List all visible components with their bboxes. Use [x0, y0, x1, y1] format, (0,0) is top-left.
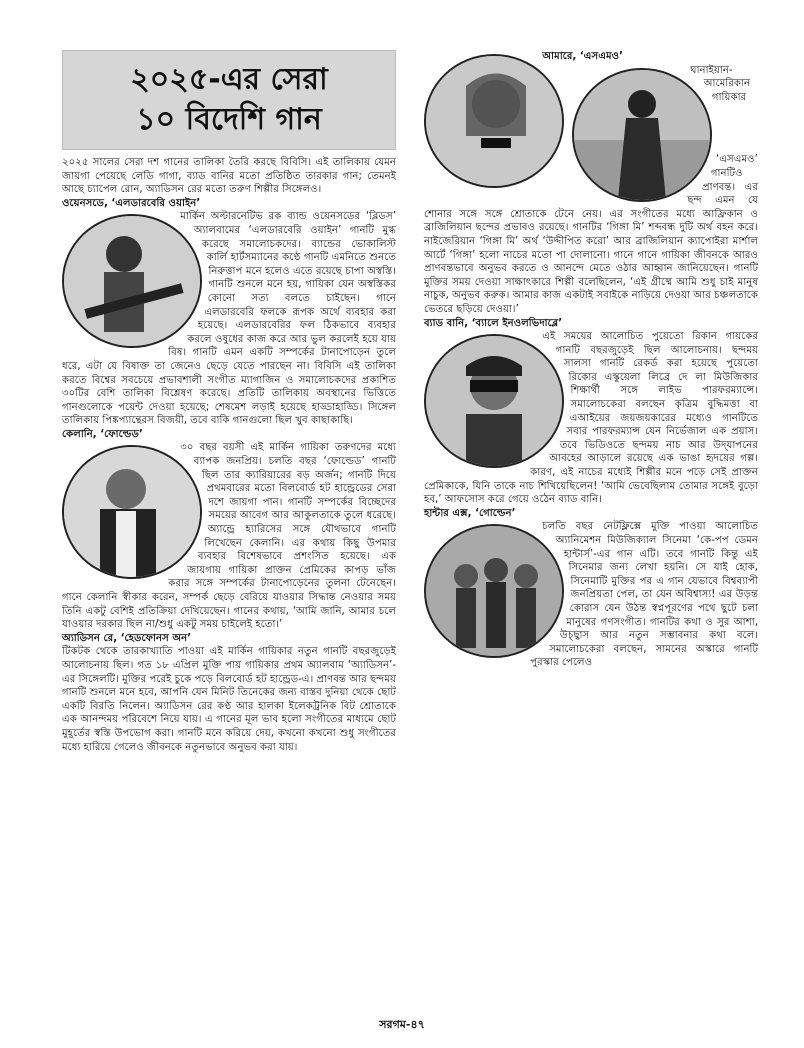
photo-amaarae: [572, 68, 712, 202]
section-text-kehlani: ৩০ বছর বয়সী এই মার্কিন গায়িকা তরুণদের মধ্যে ব্যাপক জনপ্রিয়। চলতি বছর ‘ফোল্ডেড’ গানটি ছিল তার ক্যারিয়ারের বড় অর্জন; গানটি দিয়ে প্রথমবারের মতো বিলবোর্ড হট হান্ড্রেডের সেরা দশে জায়গা পান। গানটি সম্পর্কের বিচ্ছেদের সময়ের আবেগ আর আকুলতাকে তুলে ধরেছে। অ্যান্ড্রে হ্যারিসের সঙ্গে যৌথভাবে গানটি লিখেছেন কেলানি। এর কথায় কিছু উপমার ব্যবহার বিশেষভাবে প্রশংসিত হয়েছে। এক জায়গায় গায়িকা প্রাক্তন প্রেমিকের কাপড় ভাঁজ করার সঙ্গে সম্পর্কের টানাপোড়েনের তুলনা টেনেছেন। গানে কেলানি স্বীকার করেন, সম্পর্ক ছেড়ে বেরিয়ে যাওয়ার সিদ্ধান্ত নেওয়ার সময় তিনি একটু বেশিই প্রতিক্রিয়া দেখিয়েছেন। গানের কথায়, ‘আমি জানি, আমার চলে যাওয়ার দরকার ছিল না/শুধু একটু সময় চাইলেই হতো।’: [62, 442, 396, 631]
photo-bad-bunny: [424, 334, 564, 468]
section-text-huntrix: চলতি বছর নেটফ্লিক্সে মুক্তি পাওয়া আলোচিত অ্যানিমেশন মিউজিক্যাল সিনেমা ‘কে-পপ ডেমন হান্টার্স’-এর গান এটি। তবে গানটি কিন্তু এই সিনেমার জন্য লেখা হয়নি। সে যাই হোক, সিনেমাটি মুক্তির পর এ গান যেভাবে বিশ্বব্যাপী জনপ্রিয়তা পেল, তা যেন অবিশ্বাস্য! এর উড়ন্ত কোরাস যেন উঠন্ত স্বপ্নপূরণের পথে ছুটে চলা মানুষের গণসংগীত। গানটির কথা ও সুর আশা, উচ্ছ্বাস আর নতুন সম্ভাবনার কথা বলে। সমালোচকেরা বলছেন, সামনের অস্কারে গানটি পুরস্কার পেলেও: [530, 521, 758, 669]
section-text-amaarae: ঘানাইয়ান-আমেরিকান গায়িকার ‘এসএমও’ গানটিও প্রাণবন্ত। এর ছন্দ এমন যে শোনার সঙ্গে সঙ্গে শ্রোতাকে টেনে নেয়। এর সংগীতের মধ্যে আফ্রিকান ও ব্রাজিলিয়ান ছন্দের প্রভাবও রয়েছে। গানটির ‘গিঙ্গা মি’ শব্দবন্ধ দুটি অর্থ বহন করে। নাইজেরিয়ান ‘গিঙ্গা মি’ অর্থ ‘উদ্দীপিত করো’ আর ব্রাজিলিয়ান ক্যাপোইরা মার্শাল আর্টে ‘গিঙ্গা’ হলো নাচের মতো পা দোলানো। গানে গানে গায়িকা জীবনকে আরও প্রাণবন্তভাবে অনুভব করতে ও আনন্দে মেতে ওঠার আহ্বান জানিয়েছেন। গানটি মুক্তির সময় দেওয়া সাক্ষাৎকারে শিল্পী বলেছিলেন, ‘এই গ্রীষ্মে আমি শুধু চাই মানুষ নাচুক, অনুভব করুক। আমার কাজ একটাই সবাইকে নাড়িয়ে দেওয়া আর চঞ্চলতাকে ভেতরে ছড়িয়ে দেওয়া।’: [424, 64, 758, 315]
photo-kehlani: [62, 445, 202, 579]
section-heading-bad-bunny: ব্যাড বানি, ‘ব্যালে ইনওলভিদাব্লে’: [424, 317, 563, 329]
section-heading-huntrix: হান্টার এক্স, ‘গোল্ডেন’: [424, 507, 516, 519]
section-text-bad-bunny: এই সময়ের আলোচিত পুয়েতো রিকান গায়কের গানটি বছরজুড়েই ছিল আলোচনায়। ছন্দময় সালসা গানটি রেকর্ড করা হয়েছে পুয়েতো রিকোর এস্কুয়েলা লিব্রে দে লা মিউজিকার শিক্ষার্থী সঙ্গে লাইভ পারফরম্যান্সে। সমালোচকেরা বলছেন কৃত্রিম বুদ্ধিমত্তা বা এআইয়ের জয়জয়কারের মধ্যেও গানটিতে সবার পারফরম্যান্স যেন নির্ভেজাল এক প্রয়াস। তবে ভিডিওতে ছন্দময় নাচ আর উদ্‌যাপনের আবহের আড়ালে রয়েছে এক ভাঙা হৃদয়ের গল্প। কারণ, এই নাচের মধ্যেই শিল্পীর মনে পড়ে সেই প্রাক্তন প্রেমিকাকে, যিনি তাকে নাচ শিখিয়েছিলেন! ‘আমি ভেবেছিলাম তোমার সঙ্গেই বুড়ো হব,’ আফসোস করে গেয়ে ওঠেন ব্যাড বানি।: [424, 331, 758, 506]
photo-huntrix: [424, 524, 564, 658]
photo-addison: [424, 54, 564, 188]
left-column: [62, 50, 396, 754]
page-title-line-2: ১০ বিদেশি গান: [136, 102, 322, 137]
page-title-line-1: ২০২৫-এর সেরা: [130, 62, 328, 97]
intro-paragraph: ২০২৫ সালের সেরা দশ গানের তালিকা তৈরি করছে বিবিসি। এই তালিকায় যেমন জায়গা পেয়েছে লেডি গাগা, ব্যাড বানির মতো প্রতিষ্ঠিত তারকার গান; তেমনই আছে চ্যাপেল রোন, অ্যাডিসন রের মতো তরুণ শিল্পীর সিঙ্গেলও।: [62, 157, 396, 196]
section-heading-amaarae: আমারে, ‘এসএমও’: [542, 51, 624, 62]
section-heading-kehlani: কেলানি, ‘ফোল্ডেড’: [62, 428, 143, 440]
section-heading-addison: অ্যাডিসন রে, ‘হেডফোনস অন’: [62, 632, 192, 644]
page-footer: সরগম-৪৭: [379, 1018, 425, 1031]
section-text-addison: টিকটক থেকে তারকাখ্যাতি পাওয়া এই মার্কিন গায়িকার নতুন গানটি বছরজুড়েই আলোচনায় ছিল। গত ১৮ এপ্রিল মুক্তি পায় গায়িকার প্রথম অ্যালবাম ‘অ্যাডিসন’-এর সিঙ্গেলটি। মুক্তির পরেই চুকে পড়ে বিলবোর্ড হট হান্ড্রেড-এ। প্রাণবন্ত আর ছন্দময় গানটি শুনলে মনে হবে, আপনি যেন মিনিট তিনেকের জন্য বাস্তব দুনিয়া থেকে ছোট একটি বিরতি নিলেন। অ্যাডিসন রের কণ্ঠ আর হালকা ইলেকট্রনিক বিট শ্রোতাকে এক আনন্দময় পরিবেশে নিয়ে যায়। এ গানের মূল ভাব হলো সংগীতের মাধ্যমে ছোট মুহূর্তের স্বস্তি উপভোগ করা। গানটি মনে করিয়ে দেয়, কখনো কখনো শুধু সংগীতের মধ্যে হারিয়ে গেলেও জীবনকে নতুনভাবে অনুভব করা যায়।: [62, 646, 396, 753]
title-box: [62, 50, 396, 150]
section-text-wednesday: মার্কিন অল্টারনেটিভ রক ব্যান্ড ওয়েনসডের ‘ব্লিডস’ অ্যালবামের ‘এলডারবেরি ওয়াইন’ গানটি মুগ্ধ করেছে সমালোচকদের। ব্যান্ডের ভোকালিস্ট কার্লি হার্টসম্যানের কণ্ঠে গানটি এমনিতে শুনতে নিরুত্তাপ মনে হলেও এতে রয়েছে চাপা অস্বস্তি। গানটি শুনলে মনে হয়, গায়িকা যেন অস্বস্তিকর কোনো সত্য বলতে চাইছেন। গানে এলডারবেরি ফলকে রূপক অর্থে ব্যবহার করা হয়েছে। এলডারবেরির ফল ঠিকভাবে ব্যবহার করলে ওষুধের কাজ করে আর ভুল করলেই হয়ে যায় বিষ। গানটি এমন একটি সম্পর্কের টানাপোড়েন তুলে ধরে, এটা যে বিষাক্ত তা জেনেও ছেড়ে যেতে পারছেন না। বিবিসি এই তালিকা করতে বিশ্বের সবচেয়ে প্রভাবশালী সংগীত ম্যাগাজিন ও সমালোচকদের প্রকাশিত ৩০টির বেশি তালিকা বিশ্লেষণ করেছে। প্রতিটি তালিকায় অবস্থানের ভিত্তিতে গানগুলোকে পয়েন্ট দেওয়া হয়েছে; শেষমেশ লড়াই হয়েছে হাড্ডাহাড্ডি। সিঙ্গেল তালিকায় পিঙ্কপ্যান্থেরস বিজয়ী, তবে বাকি গানগুলো ছিল খুব কাছাকাছি।: [62, 211, 396, 427]
right-column: [424, 50, 758, 670]
section-heading-wednesday: ওয়েনসডে, ‘এলডারবেরি ওয়াইন’: [62, 197, 201, 209]
photo-guitarist: [62, 214, 202, 348]
